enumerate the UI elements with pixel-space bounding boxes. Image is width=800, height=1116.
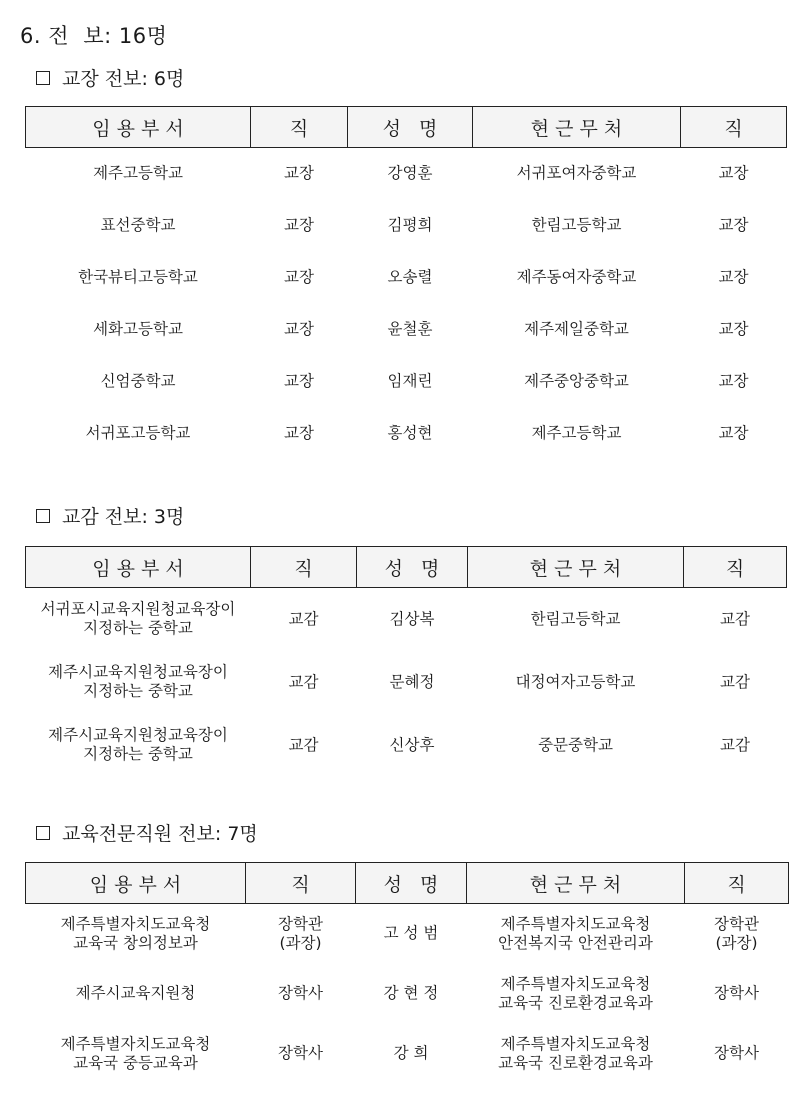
cell-text: 홍성현: [387, 424, 433, 442]
dept-cell: [26, 651, 251, 714]
column-header: 성 명: [348, 107, 473, 148]
column-header: 임 용 부 서: [26, 107, 251, 148]
column-header: 직: [685, 863, 789, 904]
column-header: 직: [684, 547, 787, 588]
title-cell: [251, 304, 348, 356]
current-title-cell: [681, 148, 787, 200]
current-title-cell: [685, 1024, 789, 1084]
section-heading-vice-principal: [36, 502, 184, 529]
name-cell: [348, 356, 473, 408]
cell-text: 강 현 정: [383, 984, 439, 1002]
cell-text: 신엄중학교: [100, 372, 176, 390]
cell-text: 서귀포시교육지원청교육장이: [40, 600, 236, 619]
cell-text: 교장: [718, 372, 749, 390]
current-workplace-cell: [473, 200, 681, 252]
name-cell: [357, 714, 468, 777]
current-workplace-cell: [467, 904, 685, 964]
specialist-transfer-table: [25, 862, 789, 1084]
cell-text: (과장): [715, 933, 758, 952]
cell-text: 강 희: [393, 1044, 429, 1062]
cell-text: 교감: [720, 735, 750, 754]
checkbox-icon: [36, 826, 50, 840]
cell-text: 제주고등학교: [531, 424, 622, 442]
cell-text: 한림고등학교: [530, 609, 621, 628]
current-title-cell: [685, 904, 789, 964]
column-header: 직: [681, 107, 787, 148]
cell-text: 교장: [284, 424, 314, 442]
cell-text: 장학사: [278, 984, 323, 1002]
page-title: 6. 전 보: 16명: [20, 24, 168, 48]
dept-cell: [26, 356, 251, 408]
cell-text: 서귀포여자중학교: [516, 164, 637, 183]
cell-text: 지정하는 중학교: [83, 682, 193, 700]
current-title-cell: [684, 651, 787, 714]
cell-text: 표선중학교: [100, 216, 176, 234]
table-row: [26, 200, 787, 252]
cell-text: 교감: [288, 672, 319, 691]
cell-text: 제주시교육지원청: [75, 984, 196, 1002]
current-workplace-cell: [473, 356, 681, 408]
dept-cell: [26, 252, 251, 304]
title-cell: [251, 651, 357, 714]
column-header: 직: [251, 107, 348, 148]
table-row: [26, 964, 789, 1024]
section-heading-principal: [36, 64, 184, 91]
dept-cell: [26, 304, 251, 356]
current-title-cell: [684, 714, 787, 777]
table-row: [26, 304, 787, 356]
name-cell: [356, 1024, 467, 1084]
title-cell: [251, 252, 348, 304]
cell-text: 교장: [284, 320, 314, 338]
cell-text: 교장: [284, 216, 314, 234]
current-workplace-cell: [468, 714, 684, 777]
cell-text: 교육국 중등교육과: [73, 1053, 198, 1072]
title-cell: [251, 356, 348, 408]
section-heading-text: 교장 전보: 6명: [62, 68, 185, 90]
table-row: [26, 148, 787, 200]
checkbox-icon: [36, 509, 50, 523]
cell-text: 한림고등학교: [531, 216, 622, 234]
cell-text: 한국뷰티고등학교: [78, 268, 198, 286]
title-cell: [246, 904, 356, 964]
name-cell: [348, 148, 473, 200]
checkbox-icon: [36, 71, 50, 85]
cell-text: 교장: [718, 424, 749, 442]
title-cell: [251, 714, 357, 777]
table-header-row: [26, 107, 787, 148]
name-cell: [348, 408, 473, 460]
column-header: 임 용 부 서: [26, 547, 251, 588]
cell-text: 김상복: [389, 609, 435, 628]
cell-text: 윤철훈: [387, 320, 433, 338]
vice-principal-transfer-table: [25, 546, 787, 777]
cell-text: 교육국 진로환경교육과: [498, 993, 653, 1012]
current-workplace-cell: [467, 1024, 685, 1084]
table-row: [26, 714, 787, 777]
cell-text: 제주특별자치도교육청: [60, 1034, 211, 1053]
current-workplace-cell: [473, 408, 681, 460]
table-row: [26, 651, 787, 714]
table-header-row: [26, 547, 787, 588]
name-cell: [356, 964, 467, 1024]
current-title-cell: [681, 252, 787, 304]
column-header: 현 근 무 처: [467, 863, 685, 904]
section-heading-text: 교감 전보: 3명: [62, 506, 185, 528]
name-cell: [348, 252, 473, 304]
cell-text: 문혜정: [389, 672, 435, 691]
current-title-cell: [681, 408, 787, 460]
column-header: 현 근 무 처: [473, 107, 681, 148]
cell-text: 지정하는 중학교: [83, 745, 193, 763]
table-row: [26, 904, 789, 964]
name-cell: [357, 588, 468, 651]
cell-text: 교육국 창의정보과: [73, 933, 198, 952]
cell-text: 신상후: [389, 735, 435, 754]
table-row: [26, 252, 787, 304]
cell-text: 교감: [288, 735, 319, 754]
table-row: [26, 356, 787, 408]
section-heading-specialist: [36, 819, 258, 846]
table-row: [26, 1024, 789, 1084]
cell-text: 제주시교육지원청교육장이: [48, 726, 228, 744]
table-row: [26, 408, 787, 460]
cell-text: 제주중앙중학교: [524, 372, 629, 390]
dept-cell: [26, 148, 251, 200]
cell-text: 안전복지국 안전관리과: [498, 933, 653, 952]
column-header: 임 용 부 서: [26, 863, 246, 904]
cell-text: 제주특별자치도교육청: [500, 914, 651, 933]
cell-text: 서귀포고등학교: [85, 424, 191, 442]
cell-text: 강영훈: [387, 164, 433, 183]
name-cell: [357, 651, 468, 714]
cell-text: 고 성 범: [383, 924, 439, 943]
section-heading-text: 교육전문직원 전보: 7명: [62, 823, 258, 845]
dept-cell: [26, 408, 251, 460]
current-title-cell: [681, 200, 787, 252]
cell-text: 교장: [718, 268, 749, 286]
title-cell: [251, 588, 357, 651]
cell-text: 교장: [718, 164, 749, 183]
cell-text: 오송렬: [387, 268, 433, 286]
title-cell: [251, 200, 348, 252]
cell-text: (과장): [279, 933, 322, 952]
dept-cell: [26, 1024, 246, 1084]
cell-text: 교장: [284, 268, 314, 286]
cell-text: 장학사: [714, 984, 759, 1002]
cell-text: 제주시교육지원청교육장이: [48, 663, 228, 681]
cell-text: 제주특별자치도교육청: [60, 914, 211, 933]
cell-text: 장학관: [278, 914, 323, 933]
cell-text: 중문중학교: [538, 735, 613, 754]
current-title-cell: [681, 304, 787, 356]
cell-text: 교장: [718, 320, 749, 338]
name-cell: [356, 904, 467, 964]
cell-text: 장학관: [714, 914, 759, 933]
cell-text: 제주고등학교: [93, 164, 183, 183]
title-cell: [246, 964, 356, 1024]
current-title-cell: [684, 588, 787, 651]
current-workplace-cell: [473, 304, 681, 356]
cell-text: 세화고등학교: [93, 320, 183, 338]
title-cell: [246, 1024, 356, 1084]
name-cell: [348, 304, 473, 356]
table-header-row: [26, 863, 789, 904]
title-cell: [251, 148, 348, 200]
column-header: 직: [246, 863, 356, 904]
cell-text: 교장: [284, 372, 314, 390]
dept-cell: [26, 200, 251, 252]
cell-text: 교육국 진로환경교육과: [498, 1053, 653, 1072]
current-workplace-cell: [473, 252, 681, 304]
column-header: 현 근 무 처: [468, 547, 684, 588]
dept-cell: [26, 904, 246, 964]
cell-text: 제주특별자치도교육청: [500, 1034, 651, 1053]
current-workplace-cell: [468, 588, 684, 651]
dept-cell: [26, 588, 251, 651]
column-header: 성 명: [357, 547, 468, 588]
current-workplace-cell: [467, 964, 685, 1024]
current-workplace-cell: [468, 651, 684, 714]
cell-text: 장학사: [714, 1044, 759, 1062]
cell-text: 임재린: [387, 372, 433, 390]
current-title-cell: [681, 356, 787, 408]
column-header: 성 명: [356, 863, 467, 904]
dept-cell: [26, 714, 251, 777]
dept-cell: [26, 964, 246, 1024]
column-header: 직: [251, 547, 357, 588]
title-cell: [251, 408, 348, 460]
cell-text: 제주동여자중학교: [516, 268, 637, 286]
cell-text: 교감: [720, 672, 750, 691]
table-row: [26, 588, 787, 651]
cell-text: 지정하는 중학교: [83, 619, 193, 638]
cell-text: 장학사: [278, 1044, 323, 1062]
cell-text: 김평희: [387, 216, 433, 234]
cell-text: 대정여자고등학교: [515, 672, 636, 691]
name-cell: [348, 200, 473, 252]
cell-text: 제주특별자치도교육청: [500, 974, 651, 993]
cell-text: 교감: [720, 609, 750, 628]
cell-text: 교장: [718, 216, 749, 234]
cell-text: 제주제일중학교: [524, 320, 629, 338]
cell-text: 교감: [288, 609, 319, 628]
principal-transfer-table: [25, 106, 787, 460]
cell-text: 교장: [284, 164, 314, 183]
current-title-cell: [685, 964, 789, 1024]
current-workplace-cell: [473, 148, 681, 200]
